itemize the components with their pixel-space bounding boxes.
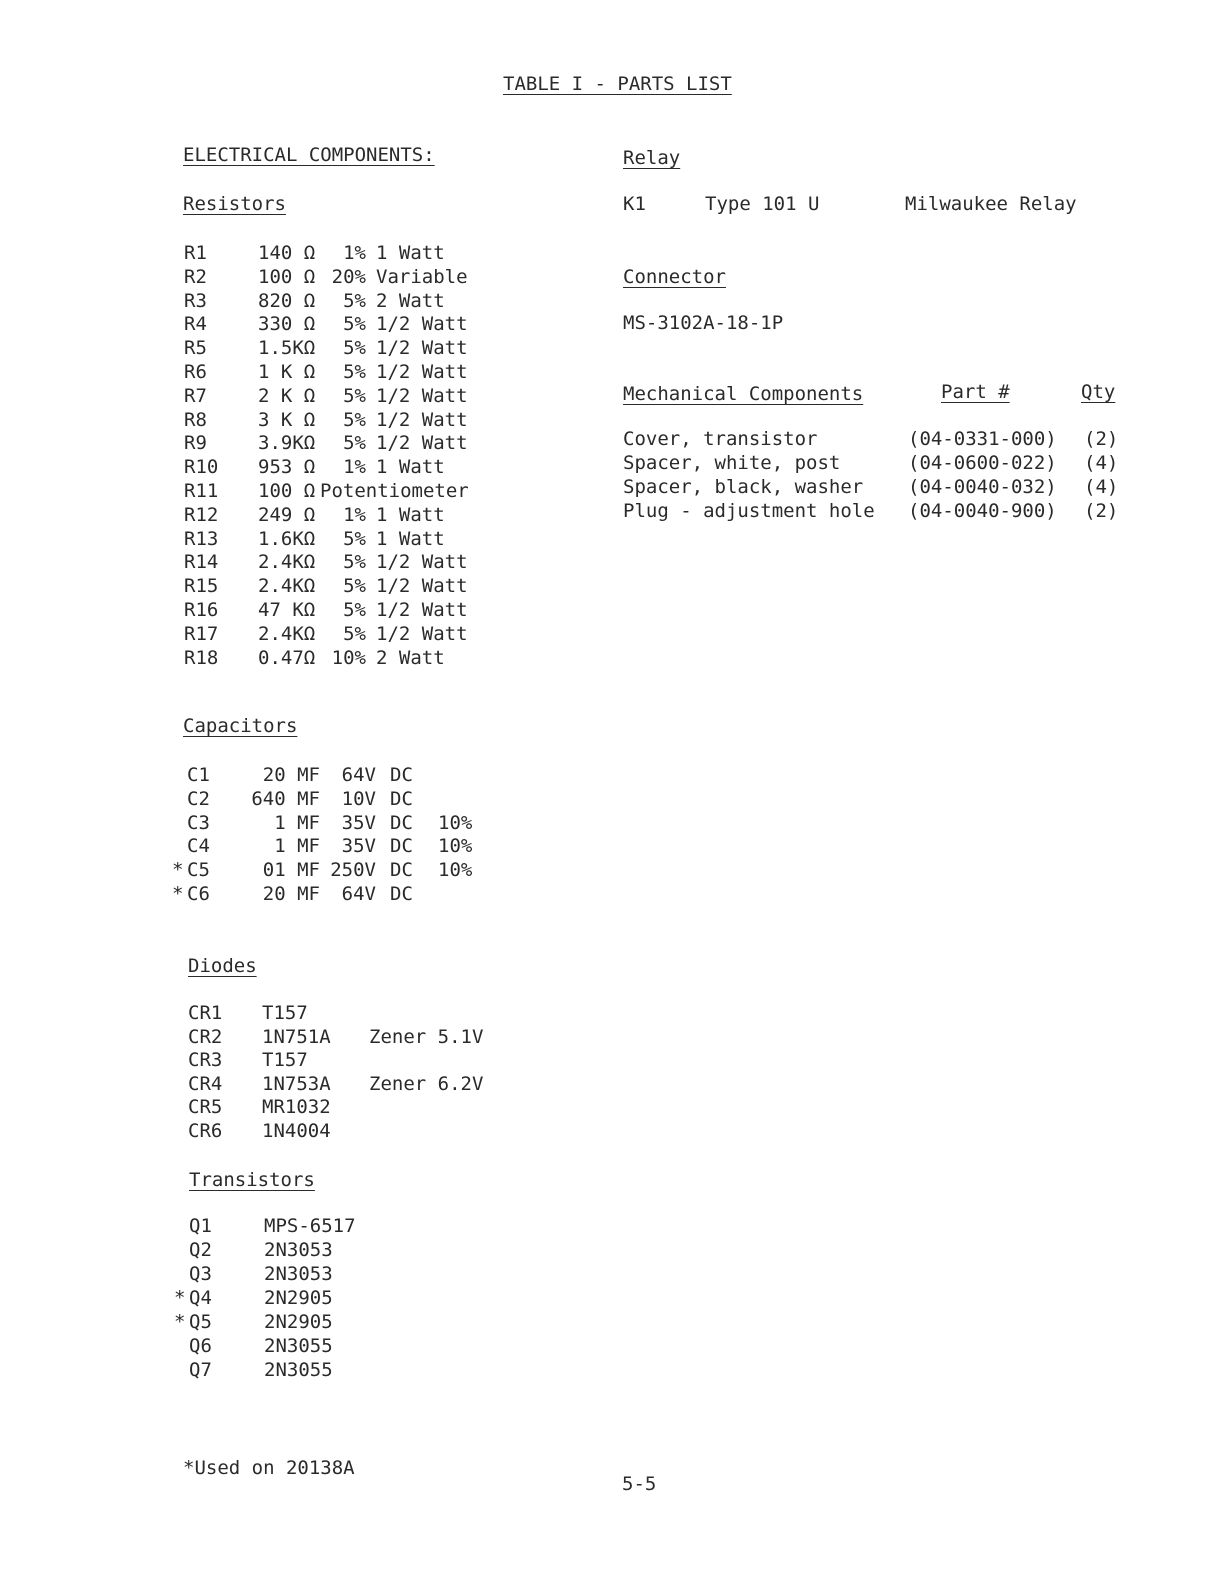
resistor-tolerance: Potentiometer [320, 480, 469, 502]
capacitor-type: DC [390, 811, 413, 834]
resistor-tolerance: 20% [331, 265, 366, 288]
mechanical-part-number: (04-0331-000) [908, 428, 1057, 450]
resistor-ref: R13 [184, 527, 219, 550]
diode-part: 1N4004 [262, 1120, 331, 1142]
resistor-ref: R1 [184, 242, 207, 264]
diode-ref: CR5 [188, 1096, 223, 1119]
resistor-rating: 1/2 Watt [376, 599, 468, 621]
diodes-heading: Diodes [188, 955, 257, 977]
capacitor-type: DC [390, 859, 413, 882]
resistor-value: 953 Ω [258, 456, 316, 479]
resistor-rating: 1/2 Watt [376, 384, 468, 407]
resistor-tolerance: 5% [343, 337, 366, 360]
relay-heading: Relay [623, 147, 681, 169]
diode-part: 1N753A [262, 1072, 331, 1095]
resistor-ref: R4 [184, 313, 207, 336]
mechanical-qty: (2) [1084, 428, 1119, 450]
resistor-value: 1.5KΩ [258, 337, 316, 360]
resistor-tolerance: 5% [343, 313, 366, 336]
relay-type: Type 101 U [705, 193, 820, 215]
capacitor-tolerance: 10% [438, 835, 473, 858]
resistor-rating: 1 Watt [376, 503, 445, 526]
resistor-ref: R2 [184, 265, 207, 288]
resistor-value: 140 Ω [258, 242, 316, 264]
resistor-rating: 1 Watt [376, 242, 445, 264]
mechanical-part-number: (04-0040-900) [908, 500, 1057, 522]
asterisk-mark: * [174, 1311, 186, 1333]
resistor-ref: R11 [184, 480, 219, 502]
diode-ref: CR3 [188, 1049, 223, 1072]
resistor-ref: R6 [184, 361, 207, 383]
resistor-tolerance: 1% [343, 456, 366, 479]
page-title: TABLE I - PARTS LIST [503, 73, 732, 95]
diode-part: MR1032 [262, 1096, 331, 1119]
transistor-part: 2N3053 [264, 1239, 333, 1261]
capacitor-value: 20 MF [262, 764, 320, 786]
capacitor-voltage: 35V [341, 835, 376, 858]
transistor-ref: Q1 [189, 1215, 212, 1237]
mechanical-qty: (4) [1084, 476, 1119, 498]
capacitor-type: DC [390, 835, 413, 858]
capacitor-value: 1 MF [274, 835, 320, 858]
resistor-tolerance: 10% [331, 646, 366, 669]
diode-ref: CR1 [188, 1002, 223, 1024]
transistor-ref: Q4 [189, 1287, 212, 1309]
resistor-value: 100 Ω [258, 265, 316, 288]
resistor-rating: 2 Watt [376, 646, 445, 669]
capacitor-voltage: 250V [330, 859, 376, 882]
resistor-value: 2 K Ω [258, 384, 316, 407]
transistor-ref: Q6 [189, 1335, 212, 1357]
transistor-ref: Q2 [189, 1239, 212, 1261]
diode-ref: CR6 [188, 1120, 223, 1142]
transistor-part: 2N3055 [264, 1359, 333, 1381]
resistor-tolerance: 5% [343, 622, 366, 645]
diode-part: T157 [262, 1049, 308, 1072]
qty-header: Qty [1081, 381, 1116, 403]
resistor-rating: 1 Watt [376, 456, 445, 479]
resistor-tolerance: 5% [343, 527, 366, 550]
resistor-tolerance: 1% [343, 503, 366, 526]
resistor-tolerance: 5% [343, 599, 366, 621]
resistor-ref: R10 [184, 456, 219, 479]
resistor-ref: R16 [184, 599, 219, 621]
mechanical-heading: Mechanical Components [623, 383, 864, 405]
resistor-value: 1 K Ω [258, 361, 316, 383]
footnote: *Used on 20138A [183, 1457, 355, 1479]
resistor-value: 3.9KΩ [258, 432, 316, 455]
capacitors-heading: Capacitors [183, 715, 298, 737]
resistor-ref: R18 [184, 646, 219, 669]
resistors-heading: Resistors [183, 193, 286, 215]
resistor-value: 820 Ω [258, 289, 316, 312]
connector-heading: Connector [623, 266, 726, 288]
transistor-part: 2N3053 [264, 1263, 333, 1285]
page-number: 5-5 [622, 1473, 657, 1495]
resistor-rating: 1/2 Watt [376, 337, 468, 360]
resistor-rating: 1 Watt [376, 527, 445, 550]
resistor-ref: R14 [184, 551, 219, 574]
capacitor-ref: C2 [187, 787, 210, 810]
resistor-tolerance: 5% [343, 408, 366, 431]
resistor-ref: R12 [184, 503, 219, 526]
resistor-rating: 1/2 Watt [376, 622, 468, 645]
capacitor-value: 1 MF [274, 811, 320, 834]
transistor-part: 2N2905 [264, 1311, 333, 1333]
resistor-value: 2.4KΩ [258, 575, 316, 598]
diode-part: 1N751A [262, 1025, 331, 1048]
capacitor-type: DC [390, 764, 413, 786]
capacitor-voltage: 10V [341, 787, 376, 810]
resistor-rating: 1/2 Watt [376, 361, 468, 383]
capacitor-type: DC [390, 883, 413, 905]
asterisk-mark: * [172, 859, 184, 882]
resistor-tolerance: 5% [343, 289, 366, 312]
capacitor-tolerance: 10% [438, 811, 473, 834]
diode-part: T157 [262, 1002, 308, 1024]
capacitor-ref: C6 [187, 883, 210, 905]
resistor-value: 3 K Ω [258, 408, 316, 431]
resistor-value: 0.47Ω [258, 646, 316, 669]
diode-note: Zener 5.1V [369, 1025, 484, 1048]
diode-note: Zener 6.2V [369, 1072, 484, 1095]
electrical-heading: ELECTRICAL COMPONENTS: [183, 144, 435, 166]
resistor-rating: Variable [376, 265, 468, 288]
capacitor-ref: C3 [187, 811, 210, 834]
resistor-ref: R15 [184, 575, 219, 598]
resistor-tolerance: 5% [343, 361, 366, 383]
asterisk-mark: * [172, 883, 184, 905]
resistor-tolerance: 1% [343, 242, 366, 264]
transistor-ref: Q5 [189, 1311, 212, 1333]
mechanical-description: Plug - adjustment hole [623, 500, 875, 522]
capacitor-ref: C5 [187, 859, 210, 882]
resistor-value: 249 Ω [258, 503, 316, 526]
resistor-tolerance: 5% [343, 551, 366, 574]
resistor-ref: R9 [184, 432, 207, 455]
transistor-part: 2N3055 [264, 1335, 333, 1357]
resistor-tolerance: 5% [343, 575, 366, 598]
diode-ref: CR2 [188, 1025, 223, 1048]
resistor-rating: 1/2 Watt [376, 575, 468, 598]
mechanical-part-number: (04-0600-022) [908, 452, 1057, 474]
resistor-value: 2.4KΩ [258, 622, 316, 645]
transistors-heading: Transistors [189, 1169, 315, 1191]
capacitor-value: 640 MF [251, 787, 320, 810]
mechanical-qty: (4) [1084, 452, 1119, 474]
resistor-rating: 1/2 Watt [376, 551, 468, 574]
transistor-part: 2N2905 [264, 1287, 333, 1309]
capacitor-voltage: 64V [341, 764, 376, 786]
resistor-value: 100 Ω [258, 480, 316, 502]
resistor-rating: 2 Watt [376, 289, 445, 312]
relay-maker: Milwaukee Relay [905, 193, 1077, 215]
resistor-value: 2.4KΩ [258, 551, 316, 574]
transistor-part: MPS-6517 [264, 1215, 356, 1237]
connector-part: MS-3102A-18-1P [623, 312, 784, 334]
transistor-ref: Q7 [189, 1359, 212, 1381]
diode-ref: CR4 [188, 1072, 223, 1095]
mechanical-description: Cover, transistor [623, 428, 818, 450]
resistor-value: 1.6KΩ [258, 527, 316, 550]
resistor-rating: 1/2 Watt [376, 408, 468, 431]
capacitor-type: DC [390, 787, 413, 810]
resistor-rating: 1/2 Watt [376, 432, 468, 455]
mechanical-part-number: (04-0040-032) [908, 476, 1057, 498]
resistor-ref: R7 [184, 384, 207, 407]
capacitor-value: 01 MF [262, 859, 320, 882]
resistor-ref: R5 [184, 337, 207, 360]
capacitor-ref: C4 [187, 835, 210, 858]
capacitor-voltage: 64V [341, 883, 376, 905]
transistor-ref: Q3 [189, 1263, 212, 1285]
mechanical-description: Spacer, black, washer [623, 476, 864, 498]
capacitor-ref: C1 [187, 764, 210, 786]
part-number-header: Part # [941, 381, 1010, 403]
capacitor-voltage: 35V [341, 811, 376, 834]
resistor-tolerance: 5% [343, 384, 366, 407]
mechanical-description: Spacer, white, post [623, 452, 841, 474]
resistor-ref: R17 [184, 622, 219, 645]
resistor-tolerance: 5% [343, 432, 366, 455]
mechanical-qty: (2) [1084, 500, 1119, 522]
resistor-value: 47 KΩ [258, 599, 316, 621]
resistor-ref: R3 [184, 289, 207, 312]
resistor-ref: R8 [184, 408, 207, 431]
capacitor-value: 20 MF [262, 883, 320, 905]
resistor-value: 330 Ω [258, 313, 316, 336]
resistor-rating: 1/2 Watt [376, 313, 468, 336]
asterisk-mark: * [174, 1287, 186, 1309]
capacitor-tolerance: 10% [438, 859, 473, 882]
relay-ref: K1 [623, 193, 646, 215]
